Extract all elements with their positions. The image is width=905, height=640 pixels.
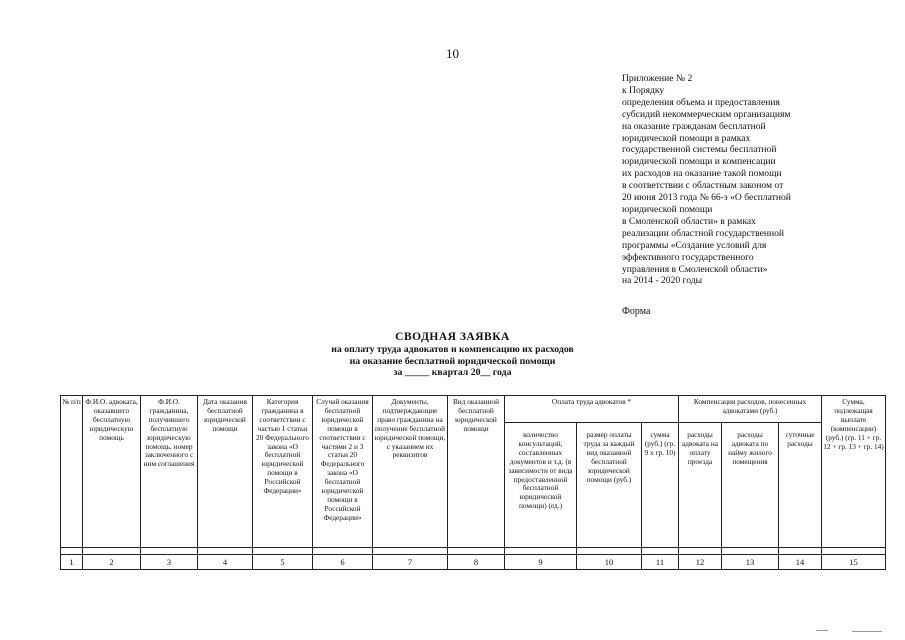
title-subtitle-1: на оплату труда адвокатов и компенсацию их расходов [331, 344, 574, 355]
filler-cell [505, 548, 577, 555]
appendix-note [622, 73, 822, 287]
header-number: № п/п [61, 396, 83, 548]
application-table [60, 395, 886, 570]
header-help-type: Вид оказанной бесплатной юридической помощи [448, 396, 505, 548]
filler-cell [83, 548, 141, 555]
header-group-lawyer-pay: Оплата труда адвокатов * [505, 396, 679, 423]
filler-cell [722, 548, 779, 555]
appendix-line: управления в Смоленской области» [622, 263, 768, 275]
title-main: СВОДНАЯ ЗАЯВКА [395, 331, 510, 343]
appendix-line: юридической помощи в рамках [622, 132, 751, 144]
header-documents: Документы, подтверждающие право гражданина на получение бесплатной юридической помощи, с указанием их реквизитов [373, 396, 448, 548]
appendix-line: в соответствии с областным законом от [622, 180, 784, 192]
header-daily-expenses: суточные расходы [779, 423, 822, 548]
header-lawyer-name: Ф.И.О. адвоката, оказавшего бесплатную юридическую помощь [83, 396, 141, 548]
filler-cell [253, 548, 313, 555]
appendix-line: эффективного государственного [622, 251, 754, 263]
header-pay-rate: размер оплаты труда за каждый вид оказанной бесплатной юридической помощи (руб.) [577, 423, 642, 548]
title-subtitle-2: на оказание бесплатной юридической помощи [349, 355, 556, 367]
appendix-line: на 2014 - 2020 годы [622, 275, 703, 287]
filler-cell [198, 548, 253, 555]
form-label: Форма [622, 306, 651, 317]
filler-cell [141, 548, 198, 555]
filler-cell [373, 548, 448, 555]
appendix-line: государственной системы бесплатной [622, 144, 777, 156]
filler-cell [822, 548, 886, 555]
appendix-line: юридической помощи [622, 203, 713, 215]
appendix-line: на оказание гражданам бесплатной [622, 120, 766, 132]
header-group-compensation: Компенсация расходов, понесенных адвокатами (руб.) [679, 396, 822, 423]
header-help-date: Дата оказания бесплатной юридической помощи [198, 396, 253, 548]
header-housing-expenses: расходы адвоката по найму жилого помещения [722, 423, 779, 548]
filler-cell [61, 548, 83, 555]
header-travel-expenses: расходы адвоката на оплату проезда [679, 423, 722, 548]
header-citizen-category: Категория гражданина в соответствии с частью 1 статьи 20 Федерального закона «О бесплатной юридической помощи в Российской Федерации» [253, 396, 313, 548]
appendix-line: их расходов на оказание такой помощи [622, 168, 782, 180]
filler-cell [779, 548, 822, 555]
appendix-line: юридической помощи и компенсации [622, 156, 776, 168]
column-number: 1 [61, 555, 83, 570]
appendix-line: программы «Создание условий для [622, 239, 767, 251]
appendix-line: реализации областной государственной [622, 227, 785, 239]
filler-cell [679, 548, 722, 555]
appendix-line: субсидий некоммерческим организациям [622, 108, 791, 120]
column-number: 14 [779, 555, 822, 570]
column-number: 12 [679, 555, 722, 570]
column-number: 15 [822, 555, 886, 570]
appendix-line: 20 июня 2013 года № 66-з «О бесплатной [622, 192, 791, 204]
filler-cell [448, 548, 505, 555]
appendix-line: к Порядку [622, 84, 665, 96]
appendix-line: Приложение № 2 [622, 73, 693, 84]
filler-cell [642, 548, 679, 555]
document-title [0, 331, 905, 379]
column-number: 10 [577, 555, 642, 570]
column-number: 8 [448, 555, 505, 570]
column-number: 3 [141, 555, 198, 570]
column-number: 13 [722, 555, 779, 570]
header-citizen-name: Ф.И.О. гражданина, получившего бесплатную юридическую помощь, номер заключенного с ним соглашения [141, 396, 198, 548]
scan-artifact [816, 630, 828, 631]
column-number: 11 [642, 555, 679, 570]
scan-artifact [852, 631, 882, 632]
header-total-sum: Сумма, подлежащая выплате (компенсации) (руб.) (гр. 11 + гр. 12 + гр. 13 + гр. 14) [822, 396, 886, 548]
title-period: за _____ квартал 20__ года [393, 367, 512, 379]
column-number: 7 [373, 555, 448, 570]
column-number: 2 [83, 555, 141, 570]
header-consultations-count: количество консультаций, составленных документов и т.д. (в зависимости от вида предоставленной бесплатной юридической помощи) (ед.) [505, 423, 577, 548]
page-number: 10 [446, 46, 459, 61]
header-help-case: Случай оказания бесплатной юридической помощи в соответствии с частями 2 и 3 статьи 20 Федерального закона «О бесплатной юридической помощи в Российской Федерации» [313, 396, 373, 548]
header-pay-sum: сумма (руб.) (гр. 9 х гр. 10) [642, 423, 679, 548]
column-number: 4 [198, 555, 253, 570]
column-number: 5 [253, 555, 313, 570]
filler-cell [313, 548, 373, 555]
appendix-line: в Смоленской области» в рамках [622, 215, 756, 227]
filler-cell [577, 548, 642, 555]
column-number: 6 [313, 555, 373, 570]
column-number: 9 [505, 555, 577, 570]
appendix-line: определения объема и предоставления [622, 96, 780, 108]
